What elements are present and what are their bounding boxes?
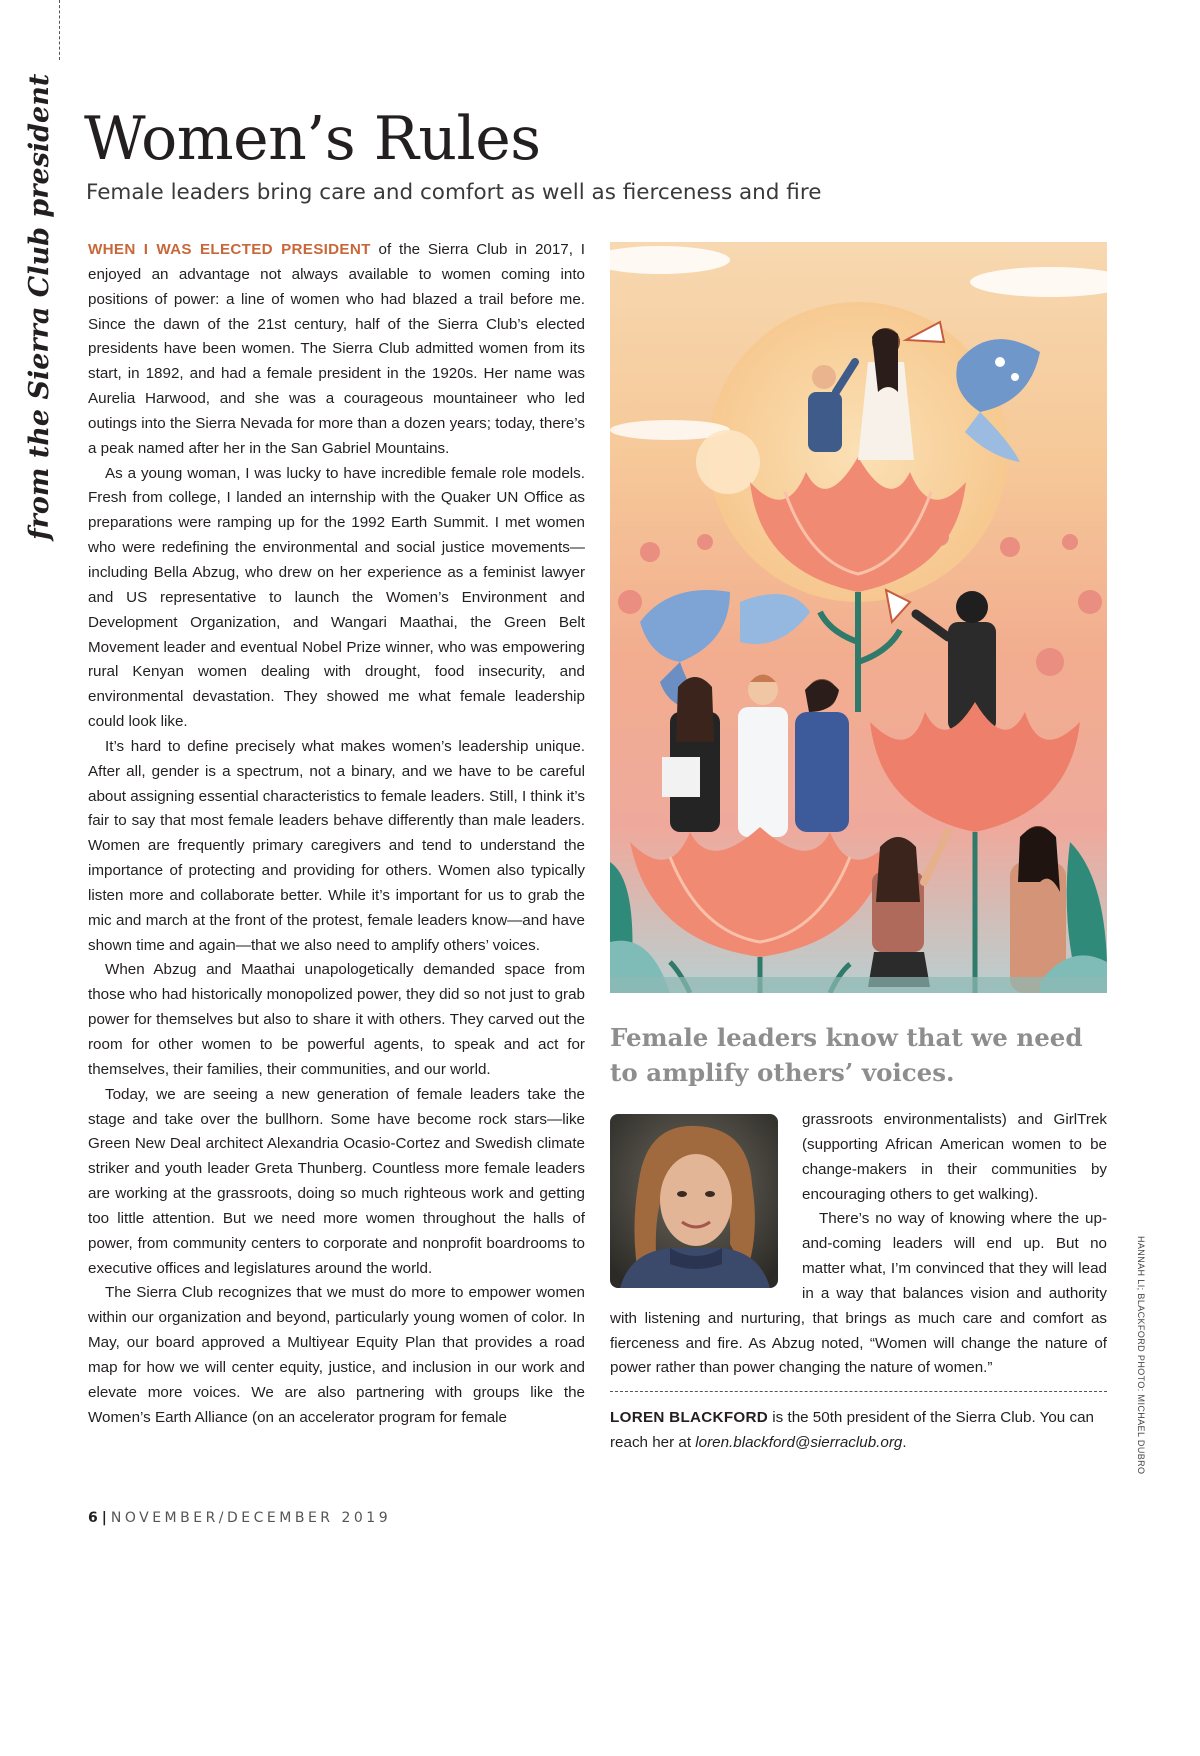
article-body-right-column [610, 1108, 1107, 1381]
author-bio [610, 1406, 1107, 1456]
lead-in: WHEN I WAS ELECTED PRESIDENT [88, 241, 371, 258]
bio-text: is the 50th president of the Sierra Club. You can reach her at [610, 1409, 1094, 1451]
paragraph: There’s no way of knowing where the up-and-coming leaders will end up. But no matter what, I’m convinced that they will lead in a way that balances vision and authority with listening and nurturing, that brings as much care and comfort as fierceness and fire. As Abzug noted, “Women will change the nature of power rather than power changing the nature of women.” [610, 1210, 1107, 1377]
feature-illustration [610, 242, 1107, 993]
author-name: LOREN BLACKFORD [610, 1409, 769, 1426]
page-number: 6 [88, 1510, 98, 1526]
paragraph: It’s hard to define precisely what makes women’s leadership unique. After all, gender is a spectrum, not a binary, and we have to be careful about assigning essential characteristics to female leaders. Still, I think it’s fair to say that most female leaders behave differently than male leaders. Women are frequently primary caregivers and tend to understand the importance of protecting and providing for others. Women also typically listen more and collaborate better. While it’s important for us to grab the mic and march at the front of the protest, female leaders know—and have shown time and again—that we also need to amplify others’ voices. [88, 737, 585, 954]
author-email: loren.blackford@sierraclub.org [695, 1433, 903, 1451]
footer-separator: | [101, 1510, 107, 1526]
paragraph: As a young woman, I was lucky to have incredible female role models. Fresh from college, I landed an internship with the Quaker UN Office as preparations were ramping up for the 1992 Earth Summit. I met women who were redefining the environmental and social justice movements—including Bella Abzug, who drew on her experience as a feminist lawyer and US representative to launch the Women’s Environment and Development Organization, and Wangari Maathai, the Green Belt Movement leader and eventual Nobel Prize winner, who was empowering rural Kenyan women dealing with drought, food insecurity, and environmental devastation. They showed me what female leadership could look like. [88, 464, 585, 731]
paragraph: The Sierra Club recognizes that we must do more to empower women within our organization and beyond, particularly young women of color. In May, our board approved a Multiyear Equity Plan that provides a road map for how we will center equity, justice, and inclusion in our work and elevate more voices. We are also partnering with groups like the Women’s Earth Alliance (on an accelerator program for female [88, 1284, 585, 1426]
bio-end: . [902, 1433, 907, 1451]
bio-divider [610, 1391, 1107, 1392]
paragraph [88, 238, 585, 462]
paragraph: grassroots environmentalists) and GirlTrek (supporting African American women to be change-makers in their communities by encouraging others to get walking). [802, 1111, 1107, 1203]
paragraph: When Abzug and Maathai unapologetically demanded space from those who had historically monopolized power, they did so not just to grab power for themselves but also to share it with others. They carved out the room for other women to be powerful agents, to speak and act for themselves, their families, their communities, and our world. [88, 961, 585, 1078]
pull-quote: Female leaders know that we need to amplify others’ voices. [610, 1023, 1083, 1087]
paragraph-text: of the Sierra Club in 2017, I enjoyed an advantage not always available to women coming into positions of power: a line of women who had blazed a trail before me. Since the dawn of the 21st century, half of the Sierra Club’s elected presidents have been women. The Sierra Club admitted women from its start, in 1892, and had a female president in the 1920s. Her name was Aurelia Harwood, and she was a courageous mountaineer who led outings into the Sierra Nevada for more than a dozen years; today, there’s a peak named after her in the San Gabriel Mountains. [88, 241, 585, 457]
photo-credit: HANNAH LI; BLACKFORD PHOTO: MICHAEL DUBRO [1136, 1236, 1146, 1475]
section-label: from the Sierra Club president [24, 73, 55, 540]
page-footer [88, 1510, 391, 1526]
article-title: Women’s Rules [84, 104, 541, 174]
article-body-left-column [88, 238, 585, 1431]
portrait-text-wrap [610, 1108, 802, 1291]
paragraph: Today, we are seeing a new generation of female leaders take the stage and take over the bullhorn. Some have become rock stars—like Green New Deal architect Alexandria Ocasio-Cortez and Swedish climate striker and youth leader Greta Thunberg. Countless more female leaders are working at the grassroots, doing so much righteous work and getting too little attention. But we need more women throughout the halls of power, from community centers to corporate and nonprofit boardrooms to executive offices and legislatures around the world. [88, 1085, 585, 1277]
article-subtitle: Female leaders bring care and comfort as well as fierceness and fire [86, 180, 822, 205]
issue-date: NOVEMBER/DECEMBER 2019 [110, 1510, 392, 1526]
